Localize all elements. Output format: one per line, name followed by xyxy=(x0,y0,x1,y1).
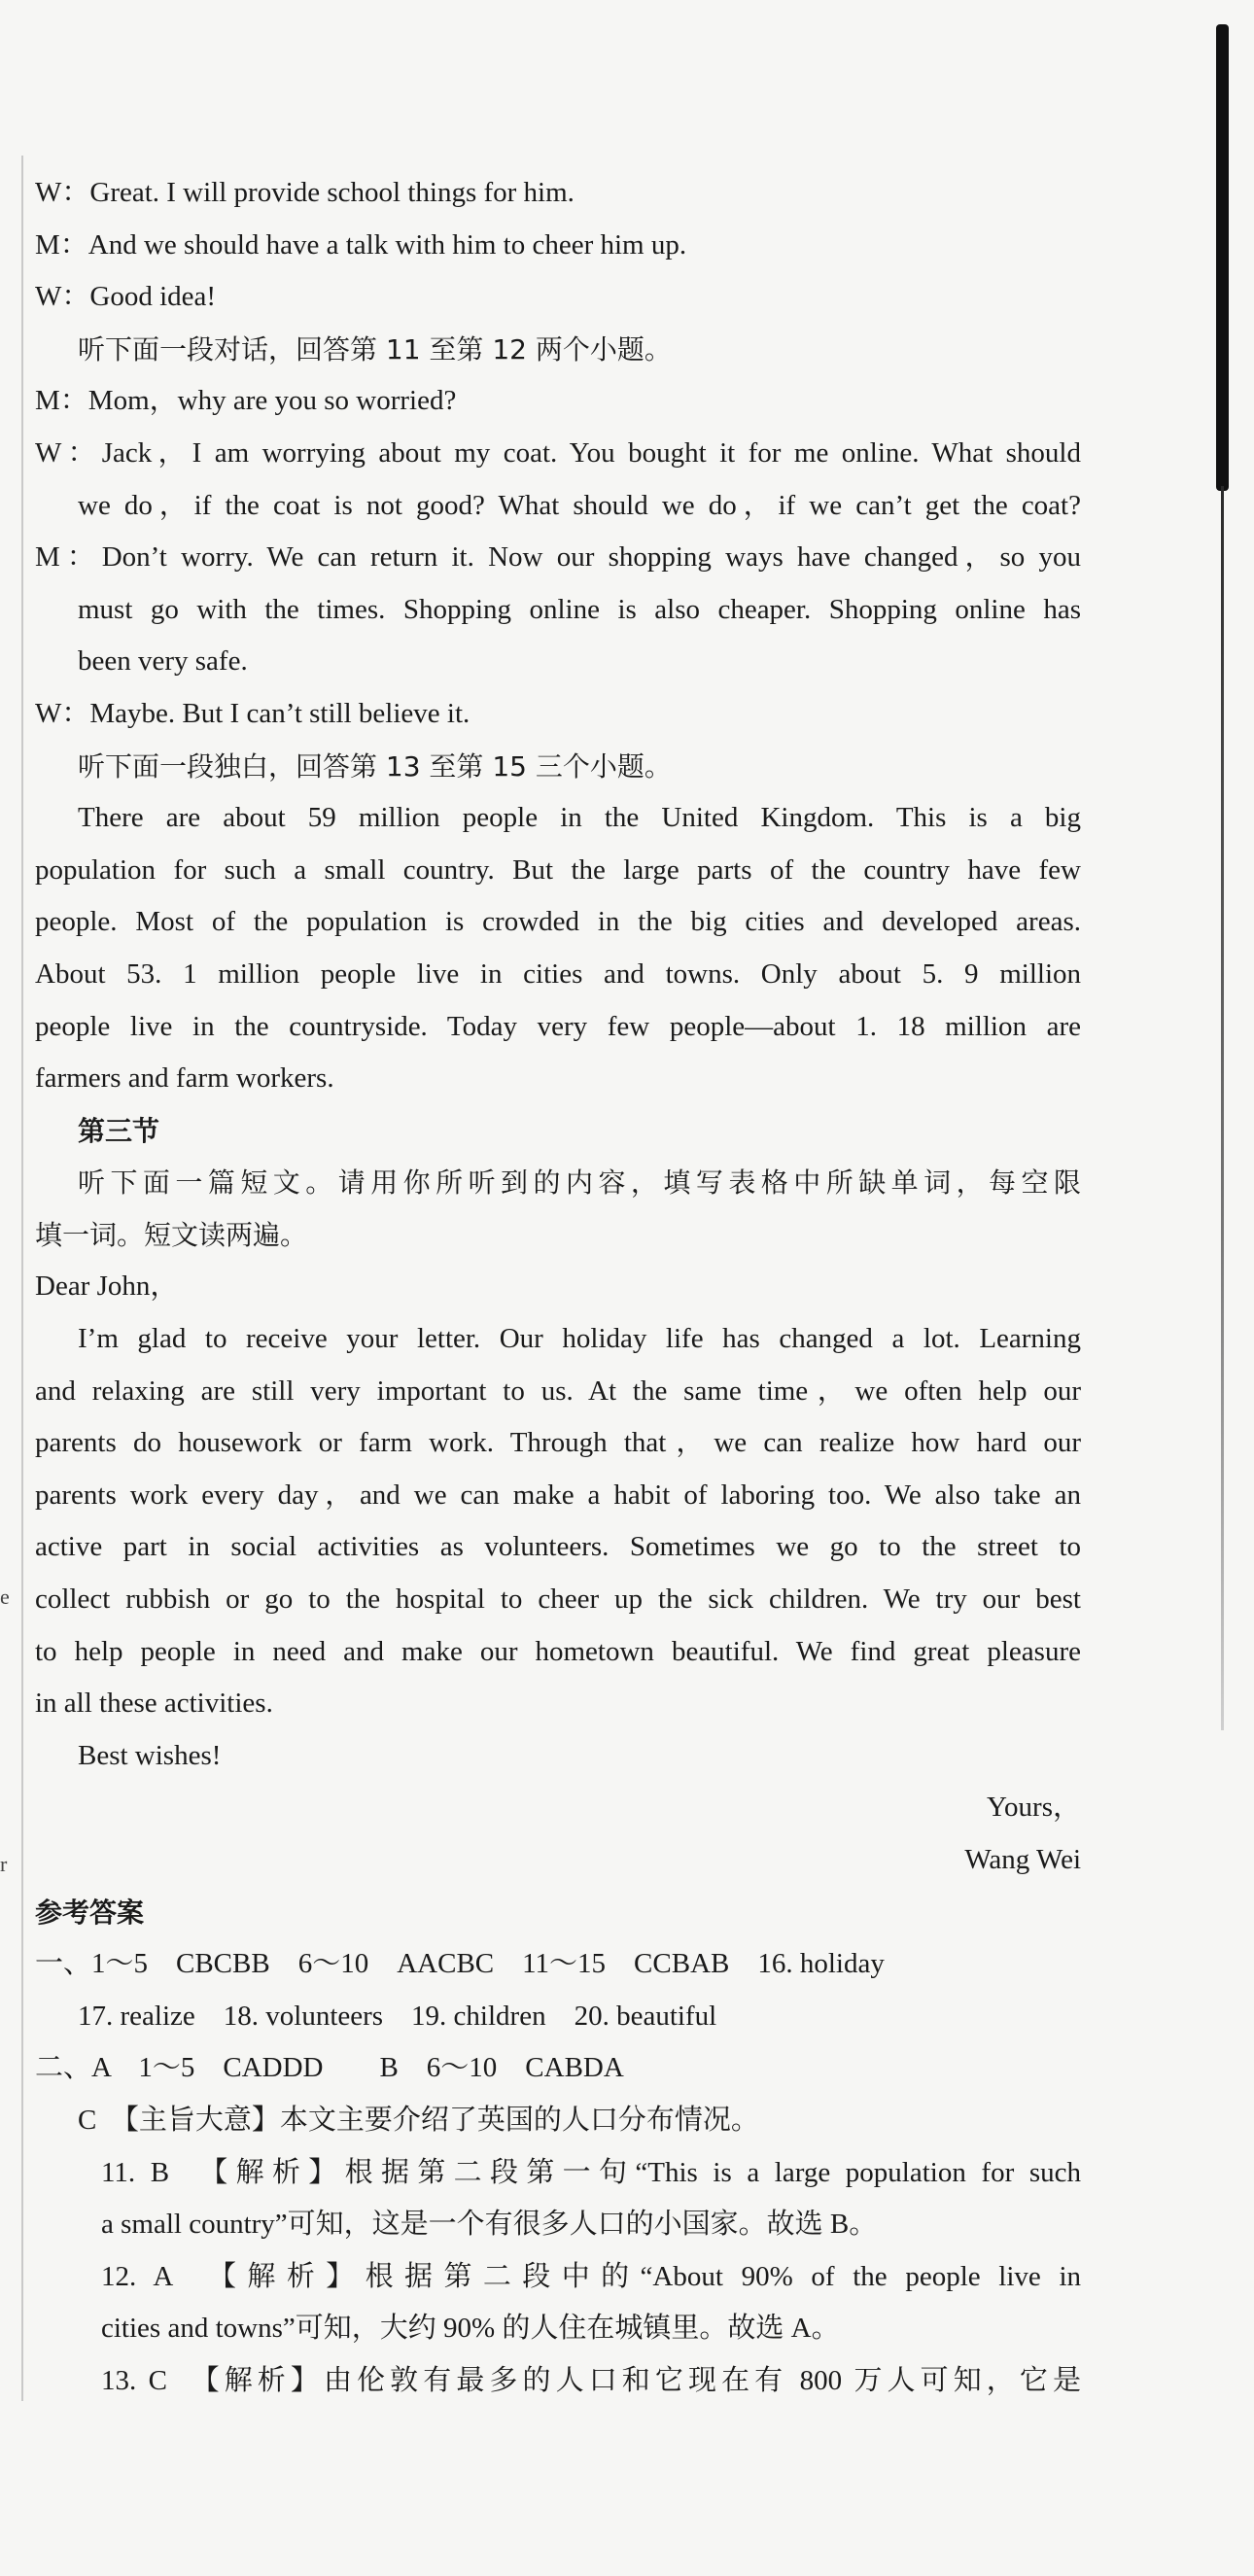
text-line: Dear John， xyxy=(35,1271,179,1303)
text-line: W：Good idea! xyxy=(35,281,217,313)
text-line: 参考答案 xyxy=(35,1896,145,1929)
text-line: W：Jack，I am worrying about my coat. You bought it for me online. What should xyxy=(35,436,1081,469)
text-line: 听下面一篇短文。请用你所听到的内容，填写表格中所缺单词，每空限 xyxy=(78,1166,1081,1200)
text-line: population for such a small country. But the large parts of the country have few xyxy=(35,853,1081,886)
text-line: Wang Wei xyxy=(964,1844,1081,1875)
gutter-mark: e xyxy=(0,1584,10,1609)
text-line: parents work every day，and we can make a habit of laboring too. We also take an xyxy=(35,1479,1081,1511)
text-line: 听下面一段对话，回答第 11 至第 12 两个小题。 xyxy=(78,332,672,366)
text-line: active part in social activities as volunteers. Sometimes we go to the street to xyxy=(35,1531,1081,1563)
text-line: collect rubbish or go to the hospital to cheer up the sick children. We try our best xyxy=(35,1584,1081,1616)
text-line: I’m glad to receive your letter. Our holiday life has changed a lot. Learning xyxy=(78,1323,1081,1355)
text-line: we do，if the coat is not good? What should we do，if we can’t get the coat? xyxy=(78,489,1081,521)
text-line: 一、1～5 CBCBB 6～10 AACBC 11～15 CCBAB 16. holiday xyxy=(35,1948,885,1980)
text-line: cities and towns”可知，大约 90% 的人住在城镇里。故选 A。 xyxy=(101,2313,840,2345)
document-text xyxy=(35,167,1081,2408)
text-line: M：Don’t worry. We can return it. Now our shopping ways have changed，so you xyxy=(35,541,1081,574)
text-line: farmers and farm workers. xyxy=(35,1062,334,1095)
text-line: 填一词。短文读两遍。 xyxy=(35,1218,308,1251)
text-line: 13. C 【解析】由伦敦有最多的人口和它现在有 800 万人可知，它是 xyxy=(101,2364,1081,2396)
text-line: parents do housework or farm work. Through that，we can realize how hard our xyxy=(35,1427,1081,1459)
text-line: C 【主旨大意】本文主要介绍了英国的人口分布情况。 xyxy=(78,2104,759,2136)
text-line: 二、A 1～5 CADDD B 6～10 CABDA xyxy=(35,2052,624,2084)
text-line: M：And we should have a talk with him to cheer him up. xyxy=(35,228,687,261)
text-line: 12. A 【解析】根据第二段中的“About 90% of the people live in xyxy=(101,2260,1081,2292)
text-line: 11. B 【解析】根据第二段第一句“This is a large population for such xyxy=(101,2156,1081,2188)
text-line: There are about 59 million people in the United Kingdom. This is a big xyxy=(78,802,1081,834)
text-line: 17. realize 18. volunteers 19. children 20. beautiful xyxy=(78,2000,717,2032)
text-line: and relaxing are still very important to us. At the same time，we often help our xyxy=(35,1375,1081,1407)
gutter-mark: r xyxy=(0,1852,8,1876)
text-line: in all these activities. xyxy=(35,1688,273,1720)
text-line: M：Mom，why are you so worried? xyxy=(35,385,457,417)
page-edge-shadow xyxy=(1216,24,1229,491)
text-line: W：Great. I will provide school things for him. xyxy=(35,177,575,208)
text-line: people. Most of the population is crowded in the big cities and developed areas. xyxy=(35,906,1081,938)
text-line: must go with the times. Shopping online is also cheaper. Shopping online has xyxy=(78,593,1081,625)
text-line: a small country”可知，这是一个有很多人口的小国家。故选 B。 xyxy=(101,2209,878,2241)
text-line: to help people in need and make our hometown beautiful. We find great pleasure xyxy=(35,1635,1081,1667)
text-line: people live in the countryside. Today very few people—about 1. 18 million are xyxy=(35,1010,1081,1042)
text-line: been very safe. xyxy=(78,645,248,678)
text-line: 听下面一段独白，回答第 13 至第 15 三个小题。 xyxy=(78,749,672,783)
text-line: 第三节 xyxy=(78,1114,160,1147)
binding-gutter-line xyxy=(21,156,23,2401)
page-edge-line xyxy=(1221,486,1224,1730)
text-line: Best wishes! xyxy=(78,1739,222,1771)
text-line: About 53. 1 million people live in cities and towns. Only about 5. 9 million xyxy=(35,957,1081,990)
text-line: Yours， xyxy=(987,1792,1081,1824)
text-line: W：Maybe. But I can’t still believe it. xyxy=(35,697,470,729)
